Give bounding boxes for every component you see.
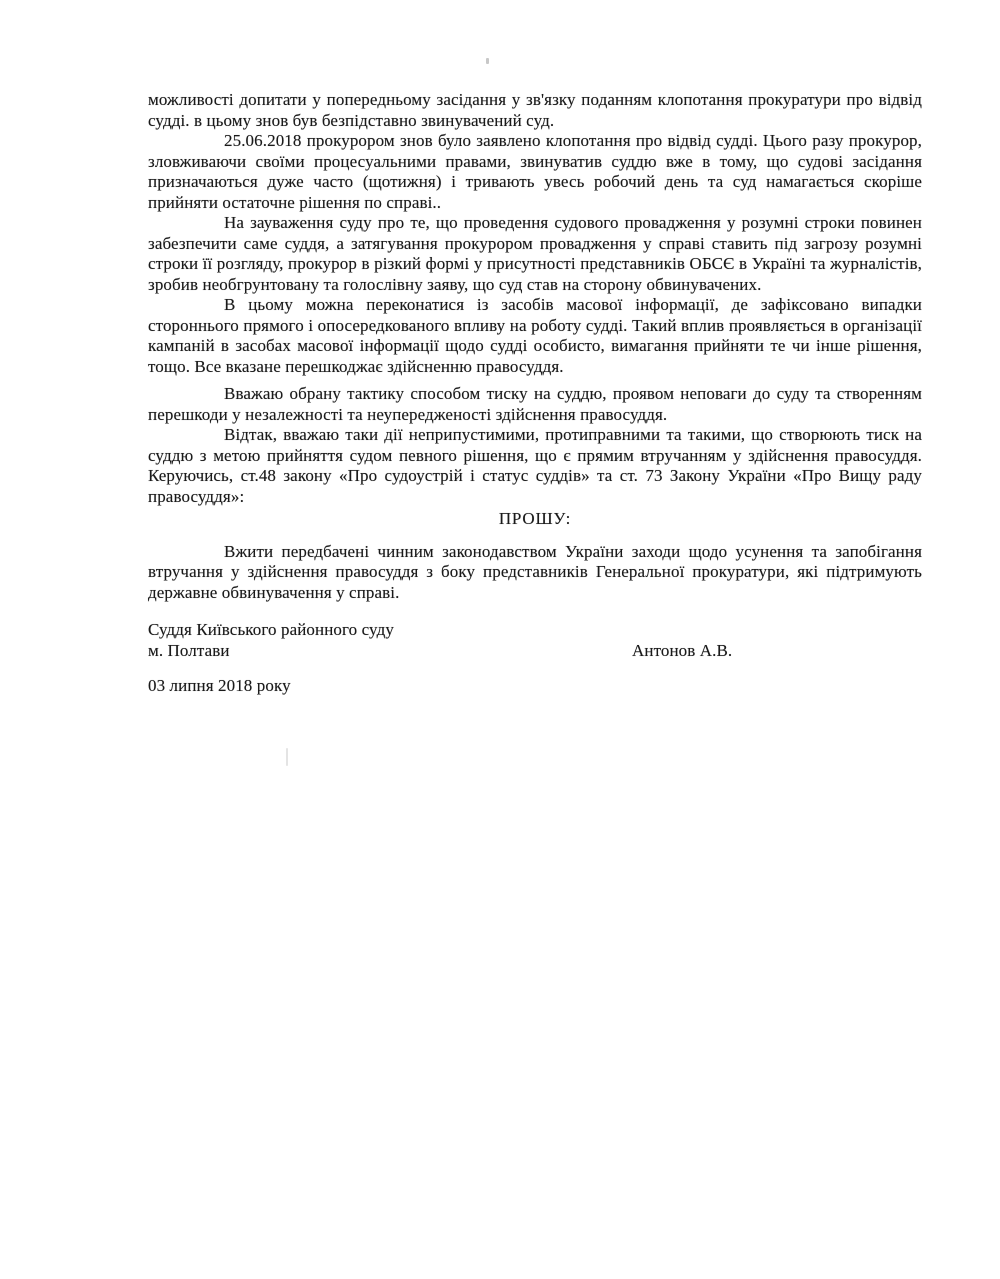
signature-name: Антонов А.В. — [632, 640, 733, 660]
signature-position-line: Суддя Київського районного суду — [148, 620, 394, 639]
paragraph-motion-recusal: 25.06.2018 прокурором знов було заявлено клопотання про відвід судді. Цього разу прокурор, зловживаючи своїми процесуальними правами, звинуватив суддю вже в тому, що судові засідання призначаються дуже часто (щотижня) і тривають увесь робочий день та суд намагається скоріше прийняти остаточне рішення по справі.. — [148, 131, 922, 212]
scan-artifact-smudge — [286, 748, 288, 766]
scan-artifact-speck — [486, 58, 489, 64]
document-date: 03 липня 2018 року — [148, 676, 291, 695]
paragraph-continuation: можливості допитати у попередньому засідання у зв'язку поданням клопотання прокуратури про відвід судді. в цьому знов був безпідставно звинувачений суд. — [148, 90, 922, 130]
paragraph-court-remark: На зауваження суду про те, що проведення судового провадження у розумні строки повинен забезпечити саме суддя, а затягування прокурором провадження у справі ставить під загрозу розумні строки її розгляду, прокурор в різкий формі у присутності представників ОБСЄ в Україні та журналістів, зробив необгрунтовану та голослівну заяву, що суд став на сторону обвинувачених. — [148, 213, 922, 294]
paragraph-legal-grounds: Відтак, вважаю таки дії неприпустимими, протиправними та такими, що створюють тиск на суддю з метою прийняття судом певного рішення, що є прямим втручанням у здійснення правосуддя. Керуючись, ст.48 закону «Про судоустрій і статус суддів» та ст. 73 Закону України «Про Вищу раду правосуддя»: — [148, 425, 922, 506]
signature-block — [148, 620, 922, 661]
paragraph-assessment: Вважаю обрану тактику способом тиску на суддю, проявом неповаги до суду та створенням перешкоди у незалежності та неупередженості здійснення правосуддя. — [148, 384, 922, 424]
paragraph-media-influence: В цьому можна переконатися із засобів масової інформації, де зафіксовано випадки стороннього прямого і опосередкованого впливу на роботу судді. Такий вплив проявляється в організації кампаній в засобах масової інформації щодо судді особисто, вимагання прийняти те чи інше рішення, тощо. Все вказане перешкоджає здійсненню правосуддя. — [148, 295, 922, 376]
request-heading: ПРОШУ: — [498, 509, 572, 528]
document-body — [148, 90, 922, 697]
signature-row — [148, 641, 922, 662]
signature-city: м. Полтави — [148, 640, 230, 660]
request-paragraph: Вжити передбачені чинним законодавством України заходи щодо усунення та запобігання втручання у здійснення правосуддя з боку представників Генеральної прокуратури, які підтримують державне обвинувачення у справі. — [148, 541, 922, 602]
